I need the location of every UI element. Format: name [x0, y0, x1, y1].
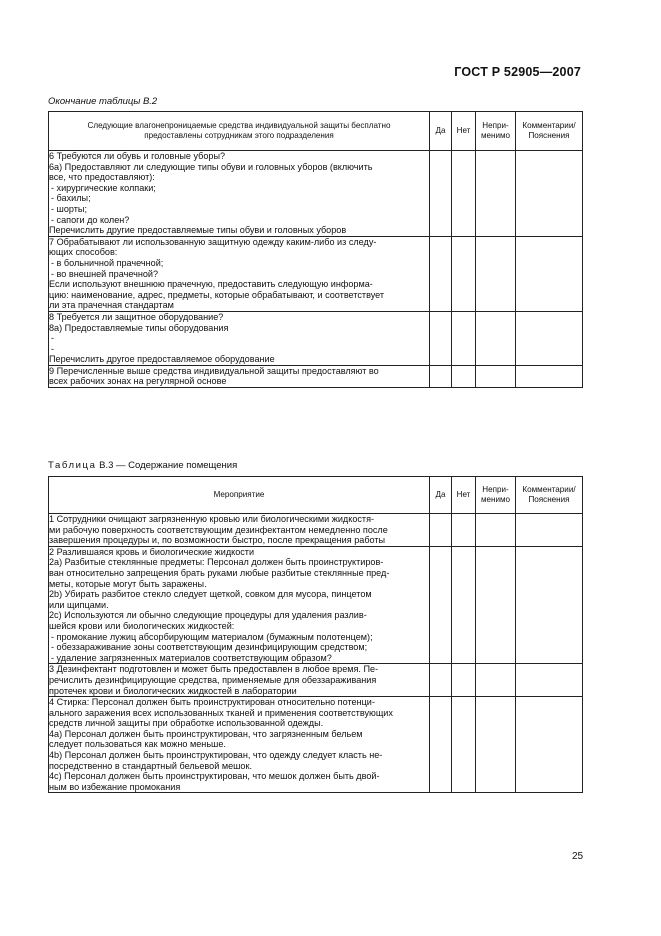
not-applicable-cell[interactable]: [476, 697, 516, 793]
yes-cell[interactable]: [430, 236, 452, 311]
yes-cell[interactable]: [430, 311, 452, 365]
row-description: 8 Требуется ли защитное оборудование? 8а) Предоставляемые типы оборудования - - Перечислить другое предоставляемое оборудование: [49, 311, 430, 365]
table-row: [49, 365, 583, 387]
page-number: 25: [572, 851, 584, 862]
yes-cell[interactable]: [430, 664, 452, 697]
table-row: [49, 664, 583, 697]
column-header-not-applicable: Непри- менимо: [476, 112, 516, 151]
column-header-description: Следующие влагонепроницаемые средства индивидуальной защиты бесплатно предоставлены сотрудникам этого подразделения: [49, 112, 430, 151]
no-cell[interactable]: [452, 664, 476, 697]
not-applicable-cell[interactable]: [476, 365, 516, 387]
no-cell[interactable]: [452, 514, 476, 547]
not-applicable-cell[interactable]: [476, 514, 516, 547]
comment-cell[interactable]: [516, 546, 583, 664]
row-description: 7 Обрабатывают ли использованную защитную одежду каким-либо из следу- ющих способов: - в больничной прачечной; - во внешней прачечной? Если используют внешнюю прачечную, предоставить следующую информа- цию: наименование, адрес, предметы, которые обрабатывают, и соответствует ли эта прачечная стандартам: [49, 236, 430, 311]
table-b3-caption: Таблица В.3 — Содержание помещения: [48, 460, 238, 471]
column-header-comments: Комментарии/ Пояснения: [516, 477, 583, 514]
yes-cell[interactable]: [430, 151, 452, 237]
table-row: [49, 697, 583, 793]
row-description: 3 Дезинфектант подготовлен и может быть предоставлен в любое время. Пе- речислить дезинфицирующие средства, применяемые для обеззараживания протечек крови и биологических жидкостей в лаборатории: [49, 664, 430, 697]
column-header-description: Мероприятие: [49, 477, 430, 514]
no-cell[interactable]: [452, 151, 476, 237]
not-applicable-cell[interactable]: [476, 664, 516, 697]
no-cell[interactable]: [452, 236, 476, 311]
column-header-comments: Комментарии/ Пояснения: [516, 112, 583, 151]
table-b2-caption: Окончание таблицы В.2: [48, 96, 158, 107]
not-applicable-cell[interactable]: [476, 546, 516, 664]
column-header-yes: Да: [430, 477, 452, 514]
yes-cell[interactable]: [430, 514, 452, 547]
row-description: 4 Стирка: Персонал должен быть проинструктирован относительно потенци- ального заражения всех использованных тканей и применения соответствующих средств личной защиты при обработке использованной одежды. 4а) Персонал должен быть проинструктирован, что загрязненным бельем следует пользоваться как можно меньше. 4b) Персонал должен быть проинструктирован, что одежду следует класть не- посредственно в стандартный бельевой мешок. 4c) Персонал должен быть проинструктирован, что мешок должен быть двой- ным во избежание промокания: [49, 697, 430, 793]
comment-cell[interactable]: [516, 236, 583, 311]
table-row: [49, 514, 583, 547]
table-row: [49, 236, 583, 311]
no-cell[interactable]: [452, 311, 476, 365]
document-id: ГОСТ Р 52905—2007: [454, 65, 581, 79]
not-applicable-cell[interactable]: [476, 151, 516, 237]
table-row: [49, 151, 583, 237]
yes-cell[interactable]: [430, 546, 452, 664]
yes-cell[interactable]: [430, 697, 452, 793]
yes-cell[interactable]: [430, 365, 452, 387]
not-applicable-cell[interactable]: [476, 311, 516, 365]
column-header-no: Нет: [452, 477, 476, 514]
not-applicable-cell[interactable]: [476, 236, 516, 311]
comment-cell[interactable]: [516, 664, 583, 697]
column-header-not-applicable: Непри- менимо: [476, 477, 516, 514]
column-header-no: Нет: [452, 112, 476, 151]
comment-cell[interactable]: [516, 365, 583, 387]
row-description: 9 Перечисленные выше средства индивидуальной защиты предоставляют во всех рабочих зонах на регулярной основе: [49, 365, 430, 387]
no-cell[interactable]: [452, 546, 476, 664]
table-b2-header-row: [49, 112, 583, 151]
no-cell[interactable]: [452, 365, 476, 387]
row-description: 2 Разлившаяся кровь и биологические жидкости 2а) Разбитые стеклянные предметы: Персонал должен быть проинструктиров- ван относительно запрещения брать руками любые разбитые стеклянные пред- меты, которые могут быть заражены. 2b) Убирать разбитое стекло следует щеткой, совком для мусора, пинцетом или щипцами. 2c) Используются ли обычно следующие процедуры для удаления разлив- шейся крови или биологических жидкостей: - промокание лужиц абсорбирующим материалом (бумажным полотенцем); - обеззараживание зоны соответствующим дезинфицирующим средством; - удаление загрязненных материалов соответствующим образом?: [49, 546, 430, 664]
column-header-yes: Да: [430, 112, 452, 151]
comment-cell[interactable]: [516, 514, 583, 547]
comment-cell[interactable]: [516, 311, 583, 365]
table-b3-header-row: [49, 477, 583, 514]
table-row: [49, 311, 583, 365]
table-b3: [48, 476, 583, 793]
table-row: [49, 546, 583, 664]
comment-cell[interactable]: [516, 151, 583, 237]
table-b2: [48, 111, 583, 388]
row-description: 1 Сотрудники очищают загрязненную кровью или биологическими жидкостя- ми рабочую поверхность соответствующим дезинфектантом немедленно после завершения процедуры и, по возможности быстро, после прекращения работы: [49, 514, 430, 547]
row-description: 6 Требуются ли обувь и головные уборы? 6а) Предоставляют ли следующие типы обуви и головных уборов (включить все, что предоставляют): - хирургические колпаки; - бахилы; - шорты; - сапоги до колен? Перечислить другие предоставляемые типы обуви и головных уборов: [49, 151, 430, 237]
comment-cell[interactable]: [516, 697, 583, 793]
no-cell[interactable]: [452, 697, 476, 793]
